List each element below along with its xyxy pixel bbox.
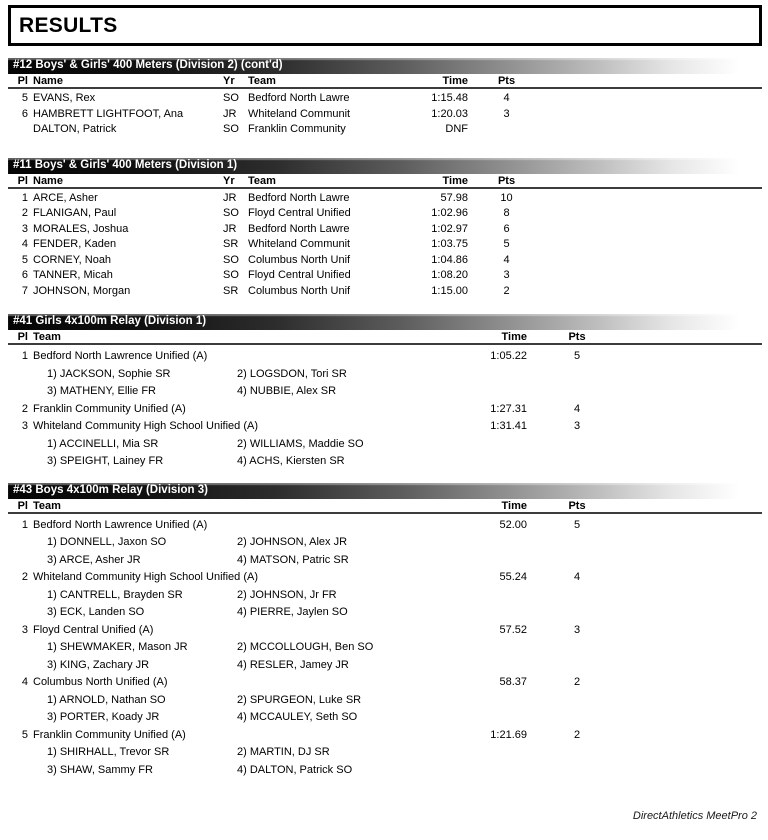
cell-time: 1:31.41 xyxy=(490,420,527,432)
relay-leg: 3) SHAW, Sammy FR xyxy=(47,763,153,776)
table-header xyxy=(8,330,762,345)
cell-place: 1 xyxy=(21,518,28,531)
cell-time: 1:02.96 xyxy=(431,207,468,219)
cell-name: JOHNSON, Morgan xyxy=(33,284,131,297)
relay-leg: 4) DALTON, Patrick SO xyxy=(237,763,353,776)
cell-points: 2 xyxy=(503,284,510,297)
cell-team: Whiteland Community High School Unified (A) xyxy=(33,420,258,432)
cell-place: 6 xyxy=(21,107,28,120)
cell-team: Bedford North Lawrence Unified (A) xyxy=(33,350,208,362)
relay-row xyxy=(8,619,762,637)
cell-team: Whiteland Community High School Unified (A) xyxy=(33,571,258,583)
relay-leg-row xyxy=(8,689,762,707)
cell-team: Franklin Community Unified (A) xyxy=(33,728,186,741)
col-yr: Yr xyxy=(223,75,235,87)
cell-time: 1:27.31 xyxy=(490,402,527,415)
footer-credit: DirectAthletics MeetPro 2 xyxy=(632,810,757,822)
event-section xyxy=(8,158,762,298)
cell-points xyxy=(468,122,545,136)
cell-place: 2 xyxy=(21,402,28,415)
cell-place: 4 xyxy=(21,676,28,688)
relay-leg-row xyxy=(8,549,762,567)
col-team: Team xyxy=(33,331,61,343)
cell-points: 5 xyxy=(573,518,581,531)
cell-points: 3 xyxy=(573,420,581,432)
cell-time: 1:08.20 xyxy=(431,269,468,281)
col-pts: Pts xyxy=(497,75,516,87)
col-name: Name xyxy=(33,174,63,187)
cell-team: Bedford North Lawre xyxy=(248,222,350,235)
col-pl: Pl xyxy=(17,75,28,87)
relay-leg: 2) MARTIN, DJ SR xyxy=(237,746,330,758)
relay-row xyxy=(8,671,762,689)
cell-time: 1:15.48 xyxy=(431,92,468,104)
table-header xyxy=(8,74,762,89)
cell-team: Columbus North Unif xyxy=(248,253,351,266)
result-row xyxy=(8,266,762,282)
relay-leg-row xyxy=(8,363,762,381)
relay-leg-row xyxy=(8,601,762,619)
cell-place: 7 xyxy=(21,284,28,297)
cell-place: 2 xyxy=(21,207,28,219)
cell-team: Franklin Community Unified (A) xyxy=(33,402,186,415)
relay-leg-row xyxy=(8,531,762,549)
relay-leg: 4) MCCAULEY, Seth SO xyxy=(237,711,358,723)
cell-year: SO xyxy=(223,207,239,219)
col-team: Team xyxy=(33,499,61,512)
cell-name: ARCE, Asher xyxy=(33,191,98,204)
result-row xyxy=(8,282,762,298)
relay-leg: 1) SHIRHALL, Trevor SR xyxy=(47,746,170,758)
result-row xyxy=(8,251,762,267)
cell-points: 4 xyxy=(573,571,581,583)
relay-leg: 4) PIERRE, Jaylen SO xyxy=(237,606,348,618)
relay-row xyxy=(8,514,762,532)
relay-leg: 3) ARCE, Asher JR xyxy=(47,553,141,566)
cell-place: 5 xyxy=(21,253,28,266)
relay-leg: 2) LOGSDON, Tori SR xyxy=(237,367,347,380)
cell-time: DNF xyxy=(445,123,468,135)
relay-row xyxy=(8,566,762,584)
col-time: Time xyxy=(501,331,527,343)
cell-points: 8 xyxy=(503,207,510,219)
col-pts: Pts xyxy=(568,331,586,343)
cell-time: 52.00 xyxy=(499,518,527,531)
cell-points: 4 xyxy=(573,402,581,415)
cell-name: DALTON, Patrick xyxy=(33,123,117,135)
table-header xyxy=(8,499,762,514)
relay-leg: 1) DONNELL, Jaxon SO xyxy=(47,536,167,548)
cell-name: EVANS, Rex xyxy=(33,92,96,104)
cell-name: TANNER, Micah xyxy=(33,269,113,281)
cell-year: SO xyxy=(223,123,239,135)
cell-team: Whiteland Communit xyxy=(248,107,351,120)
relay-leg: 3) SPEIGHT, Lainey FR xyxy=(47,455,164,467)
event-title: #43 Boys 4x100m Relay (Division 3) xyxy=(13,483,208,496)
table-header xyxy=(8,174,762,189)
cell-time: 1:03.75 xyxy=(431,238,468,250)
cell-name: MORALES, Joshua xyxy=(33,222,129,235)
event-section xyxy=(8,314,762,468)
cell-year: SO xyxy=(223,269,239,281)
cell-year: JR xyxy=(223,191,237,204)
relay-leg-row xyxy=(8,433,762,451)
result-row xyxy=(8,235,762,251)
cell-team: Columbus North Unif xyxy=(248,284,351,297)
event-sections xyxy=(8,58,762,776)
col-yr: Yr xyxy=(223,174,235,187)
col-pl: Pl xyxy=(17,331,28,343)
cell-time: 58.37 xyxy=(499,676,527,688)
col-pl: Pl xyxy=(17,174,28,187)
cell-place: 5 xyxy=(21,92,28,104)
relay-leg-row xyxy=(8,636,762,654)
cell-time: 1:02.97 xyxy=(431,222,468,235)
cell-team: Floyd Central Unified xyxy=(248,207,351,219)
relay-leg: 4) ACHS, Kiersten SR xyxy=(237,455,345,467)
relay-leg: 2) MCCOLLOUGH, Ben SO xyxy=(237,641,374,653)
relay-row xyxy=(8,415,762,433)
cell-points: 6 xyxy=(503,222,510,235)
cell-place: 6 xyxy=(21,269,28,281)
relay-leg-row xyxy=(8,706,762,724)
cell-points: 4 xyxy=(503,253,510,266)
results-page xyxy=(0,5,768,822)
relay-leg: 1) JACKSON, Sophie SR xyxy=(47,367,171,380)
relay-leg-row xyxy=(8,654,762,672)
relay-leg-row xyxy=(8,450,762,468)
relay-leg: 1) SHEWMAKER, Mason JR xyxy=(47,641,188,653)
event-section xyxy=(8,58,762,136)
relay-leg: 2) JOHNSON, Alex JR xyxy=(237,536,348,548)
cell-place: 3 xyxy=(21,222,28,235)
cell-points: 5 xyxy=(503,238,510,250)
result-row xyxy=(8,105,762,121)
cell-year: JR xyxy=(223,222,237,235)
cell-points: 3 xyxy=(573,623,581,636)
cell-name: FLANIGAN, Paul xyxy=(33,207,117,219)
col-name: Name xyxy=(33,75,63,87)
relay-leg: 4) RESLER, Jamey JR xyxy=(237,658,349,671)
cell-place: 2 xyxy=(21,571,28,583)
col-time: Time xyxy=(442,174,468,187)
cell-year: SO xyxy=(223,92,239,104)
relay-leg: 2) WILLIAMS, Maddie SO xyxy=(237,437,364,450)
cell-place: 4 xyxy=(21,238,28,250)
relay-leg-row xyxy=(8,584,762,602)
cell-points: 3 xyxy=(503,269,510,281)
cell-points: 4 xyxy=(503,92,510,104)
cell-time: 57.52 xyxy=(499,623,527,636)
cell-time: 55.24 xyxy=(499,571,527,583)
relay-leg: 2) JOHNSON, Jr FR xyxy=(237,588,337,601)
cell-team: Bedford North Lawre xyxy=(248,191,350,204)
event-title: #41 Girls 4x100m Relay (Division 1) xyxy=(13,315,207,327)
cell-team: Floyd Central Unified xyxy=(248,269,351,281)
relay-leg-row xyxy=(8,741,762,759)
col-team: Team xyxy=(248,174,276,187)
cell-points: 2 xyxy=(573,676,581,688)
event-title: #11 Boys' & Girls' 400 Meters (Division 1) xyxy=(13,158,238,171)
col-time: Time xyxy=(501,499,527,512)
cell-place xyxy=(8,122,28,136)
cell-points: 5 xyxy=(573,350,581,362)
col-time: Time xyxy=(442,75,468,87)
cell-points: 10 xyxy=(500,191,513,204)
result-row xyxy=(8,189,762,205)
relay-leg: 3) ECK, Landen SO xyxy=(47,606,145,618)
cell-team: Bedford North Lawre xyxy=(248,92,350,104)
cell-name: FENDER, Kaden xyxy=(33,238,117,250)
cell-place: 1 xyxy=(21,191,28,204)
cell-time: 1:05.22 xyxy=(490,350,527,362)
relay-leg: 1) ACCINELLI, Mia SR xyxy=(47,437,159,450)
cell-name: HAMBRETT LIGHTFOOT, Ana xyxy=(33,107,184,120)
result-row xyxy=(8,89,762,105)
cell-time: 1:15.00 xyxy=(431,284,468,297)
cell-team: Bedford North Lawrence Unified (A) xyxy=(33,518,208,531)
cell-team: Whiteland Communit xyxy=(248,238,351,250)
col-pts: Pts xyxy=(568,499,586,512)
event-section xyxy=(8,483,762,777)
relay-leg: 4) MATSON, Patric SR xyxy=(237,553,349,566)
cell-time: 1:04.86 xyxy=(431,253,468,266)
relay-leg: 1) ARNOLD, Nathan SO xyxy=(47,693,166,706)
result-row xyxy=(8,120,762,136)
cell-year: SR xyxy=(223,238,239,250)
cell-place: 3 xyxy=(21,420,28,432)
results-title-box xyxy=(8,5,762,46)
page-title: RESULTS xyxy=(19,13,118,37)
cell-time: 57.98 xyxy=(440,191,468,204)
cell-team: Columbus North Unified (A) xyxy=(33,676,168,688)
cell-time: 1:21.69 xyxy=(490,728,527,741)
col-pl: Pl xyxy=(17,499,28,512)
col-pts: Pts xyxy=(497,174,516,187)
event-header-bar xyxy=(8,483,762,499)
relay-row xyxy=(8,345,762,363)
relay-leg: 3) KING, Zachary JR xyxy=(47,658,150,671)
result-row xyxy=(8,204,762,220)
relay-leg-row xyxy=(8,759,762,777)
relay-leg: 2) SPURGEON, Luke SR xyxy=(237,693,362,706)
event-header-bar xyxy=(8,158,762,174)
event-title: #12 Boys' & Girls' 400 Meters (Division 2) (cont'd) xyxy=(13,59,283,71)
relay-leg: 3) MATHENY, Ellie FR xyxy=(47,385,157,397)
col-team: Team xyxy=(248,75,276,87)
event-header-bar xyxy=(8,58,762,74)
relay-leg: 1) CANTRELL, Brayden SR xyxy=(47,588,183,601)
cell-year: JR xyxy=(223,107,237,120)
cell-time: 1:20.03 xyxy=(431,107,468,120)
cell-place: 3 xyxy=(21,623,28,636)
cell-team: Floyd Central Unified (A) xyxy=(33,623,154,636)
event-header-bar xyxy=(8,314,762,330)
cell-place: 1 xyxy=(21,350,28,362)
relay-row xyxy=(8,724,762,742)
relay-leg: 4) NUBBIE, Alex SR xyxy=(237,385,337,397)
cell-team: Franklin Community xyxy=(248,123,346,135)
cell-points: 3 xyxy=(503,107,510,120)
result-row xyxy=(8,220,762,236)
cell-points: 2 xyxy=(573,728,581,741)
cell-year: SO xyxy=(223,253,239,266)
cell-year: SR xyxy=(223,284,239,297)
cell-place: 5 xyxy=(21,728,28,741)
relay-leg: 3) PORTER, Koady JR xyxy=(47,711,160,723)
cell-name: CORNEY, Noah xyxy=(33,253,112,266)
relay-row xyxy=(8,398,762,416)
relay-leg-row xyxy=(8,380,762,398)
